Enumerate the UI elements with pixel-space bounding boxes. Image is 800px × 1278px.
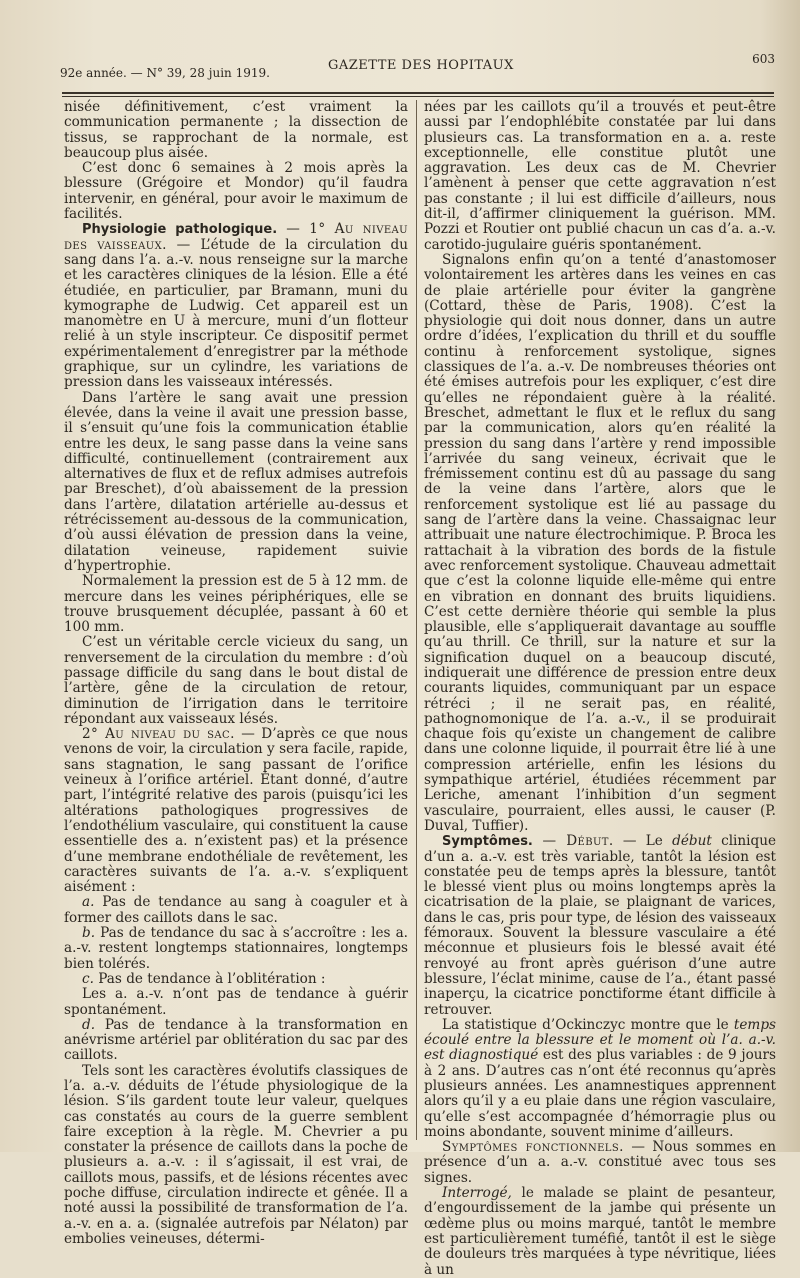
- list-marker-a: a.: [82, 894, 95, 911]
- left-column: [64, 99, 409, 1247]
- list-item-a: [64, 895, 408, 926]
- interrogation-paragraph: [424, 1186, 776, 1278]
- list-text-b: Pas de tendance du sac à s’accroître : les a. a.-v. restent longtemps stationnaires, longtemps bien tolérés.: [64, 925, 408, 972]
- list-text-a: Pas de tendance au sang à coaguler et à former des caillots dans le sac.: [64, 894, 408, 926]
- left-paragraph-2: C’est donc 6 semaines à 2 mois après la blessure (Grégoire et Mondor) qu’il faudra intervenir, en général, pour avoir le maximum de facilités.: [64, 160, 408, 223]
- list-item-c-detail: Les a. a.-v. n’ont pas de tendance à guérir spontanément.: [64, 986, 408, 1018]
- functional-paragraph: [424, 1140, 776, 1186]
- left-paragraph-5: Normalement la pression est de 5 à 12 mm. de mercure dans les veines périphériques, elle se trouve brusquement décuplée, passant à 60 et 100 mm.: [64, 573, 408, 636]
- statistics-lead: La statistique d’Ockinczyc montre que le: [442, 1016, 734, 1033]
- interrogation-text: le malade se plaint de pesanteur, d’engourdissement de la jambe qui présente un œdème plus ou moins marqué, tantôt le membre est particulièrement tuméfié, tantôt il est le siège de douleurs très marquées à type névritique, liées à un: [424, 1185, 776, 1278]
- interrogation-emphasis: Interrogé,: [442, 1185, 512, 1202]
- sac-text: — D’après ce que nous venons de voir, la circulation y sera facile, rapide, sans stagnation, le sang passant de l’orifice veineux à l’orifice artériel. Étant donné, d’autre part, l’intégrité relative des parois (puisqu’ici les altérations pathologiques progressives de l’endothélium vasculaire, qui constituent la cause essentielle des a. n’existent pas) et la présence d’une membrane endothéliale de revêtement, les caractères suivants de l’a. a.-v. s’expliquent aisément :: [64, 726, 409, 896]
- right-paragraph-1: nées par les caillots qu’il a trouvés et peut-être aussi par l’endophlébite constatée par lui dans plusieurs cas. La transformation en a. a. reste exceptionnelle, elle constitue plutôt une aggravation. Les deux cas de M. Chevrier l’amènent à penser que cette aggravation n’est pas constante ; il lui est difficile d’ailleurs, nous dit-il, d’affirmer cliniquement la guérison. MM. Pozzi et Routier ont publié chacun un cas d’a. a.-v. carotido-jugulaire guéris spontanément.: [424, 99, 776, 253]
- left-paragraph-4: Dans l’artère le sang avait une pression élevée, dans la veine il avait une pression basse, il s’ensuit qu’une fois la communication établie entre les deux, le sang passe dans la veine sans difficulté, continuellement (contrairement aux alternatives de flux et de reflux admises autrefois par Breschet), d’où abaissement de la pression dans l’artère, dilatation artérielle au-dessus et rétrécissement au-dessous de la communication, d’où aussi élévation de pression dans la veine, dilatation veineuse, rapidement suivie d’hypertrophie.: [64, 389, 408, 574]
- page-header: [60, 52, 775, 92]
- header-rule-thin: [62, 96, 774, 97]
- list-marker-d: d.: [82, 1016, 96, 1033]
- subheading-functional: Symptômes fonctionnels.: [442, 1139, 624, 1156]
- left-paragraph-1: nisée définitivement, c’est vraiment la communication permanente ; la dissection de tissus, se rapprochant de la normale, est beaucoup plus aisée.: [64, 99, 408, 161]
- list-text-d: Pas de tendance à la transformation en anévrisme artériel par oblitération du sac par des caillots.: [64, 1016, 408, 1064]
- list-item-d: [64, 1018, 408, 1064]
- list-item-b: [64, 926, 408, 972]
- section-heading-physiology: Physiologie pathologique.: [82, 222, 278, 238]
- symptoms-lead: — Le: [613, 833, 673, 850]
- statistics-emphasis: temps écoulé entre la blessure et le moment où l’a. a.-v. est diagnostiqué: [424, 1016, 776, 1064]
- symptoms-text: clinique d’un a. a.-v. est très variable, tantôt la lésion est constatée peu de temps après la blessure, tantôt le blessé vient plus ou moins longtemps après la cicatrisation de la plaie, se plaignant de varices, dans le cas, pris pour type, de lésion des vaisseaux fémoraux. Souvent la blessure vasculaire a été méconnue et plusieurs fois le blessé avait été renvoyé au front après guérison d’une autre blessure, l’éclat minime, cause de l’a., étant passé inaperçu, la cicatrice ponctiforme étant difficile à retrouver.: [424, 833, 776, 1018]
- statistics-paragraph: [424, 1018, 776, 1140]
- right-column: [424, 99, 777, 1278]
- symptoms-paragraph: [424, 834, 776, 1018]
- journal-title: GAZETTE DES HOPITAUX: [328, 58, 514, 73]
- list-text-c: Pas de tendance à l’oblitération :: [93, 970, 326, 987]
- right-paragraph-2: Signalons enfin qu’on a tenté d’anastomoser volontairement les artères dans les veines en cas de plaie artérielle pour éviter la gangrène (Cottard, thèse de Paris, 1908). C’est la physiologie qui doit nous donner, dans un autre ordre d’idées, l’explication du thrill et du souffle continu à renforcement systolique, signes classiques de l’a. a.-v. De nombreuses théories ont été émises autrefois pour les expliquer, c’est dire qu’elles ne répondaient guère à la réalité. Breschet, admettant le flux et le reflux du sang par la communication, alors qu’en réalité la pression du sang dans l’artère y rend impossible l’arrivée du sang veineux, écrivait que le frémissement continu est dû au passage du sang de la veine dans l’artère, alors que le renforcement systolique est lié au passage du sang de l’artère dans la veine. Chassaignac leur attribuait une nature électrochimique. P. Broca les rattachait à la vibration des bords de la fistule avec renforcement systolique. Chauveau admettait que c’est la colonne liquide elle-même qui entre en vibration en donnant des bruits liquidiens. C’est cette dernière théorie qui semble la plus plausible, elle s’appliquerait davantage au souffle qu’au thrill. Ce thrill, sur la nature et sur la signification duquel on a beaucoup discuté, indiquerait une différence de pression entre deux courants liquides, communiquant par un espace rétréci ; il ne serait pas, en réalité, pathognomonique de l’a. a.-v., il se produirait chaque fois qu’existe un changement de calibre dans une colonne liquide, il pourrait être lié à une compression artérielle, enfin les lésions du sympathique artériel, étudiées récemment par Leriche, amenant l’inhibition d’un segment vasculaire, pourraient, elles aussi, le causer (P. Duval, Tuffier).: [424, 251, 776, 834]
- symptoms-emphasis: début: [672, 833, 712, 850]
- subheading-onset: — Début.: [532, 833, 614, 850]
- subheading-sac: 2° Au niveau du sac.: [82, 726, 235, 743]
- section-heading-symptoms: Symptômes.: [442, 834, 533, 850]
- physiology-text: L’étude de la circulation du sang dans l’a. a.-v. nous renseigne sur la marche et les caractères cliniques de la lésion. Elle a été étudiée, en particulier, par Bramann, muni du kymographe de Ludwig. Cet appareil est un manomètre en U à mercure, muni d’un flotteur relié à un style inscripteur. Ce dispositif permet expérimentalement d’enregistrer par la méthode graphique, sur un cylindre, les variations de pression dans les vaisseaux intéressés.: [64, 236, 408, 391]
- list-marker-c: c.: [82, 970, 94, 987]
- sac-paragraph: [64, 727, 408, 895]
- statistics-text: est des plus variables : de 9 jours à 2 ans. D’autres cas n’ont été reconnus qu’après plusieurs années. Les anamnestiques apprennent alors qu’il y a eu plaie dans une région vasculaire, qu’elle s’est accompagnée d’hémorragie plus ou moins abondante, souvent minime d’ailleurs.: [424, 1047, 777, 1140]
- subheading-vessels: — 1° Au niveau des vaisseaux. —: [64, 221, 408, 253]
- list-item-c: [64, 972, 408, 987]
- physiology-paragraph: [64, 222, 408, 390]
- list-marker-b: b.: [82, 925, 96, 942]
- column-divider: [416, 100, 417, 1140]
- page-number: 603: [752, 52, 775, 66]
- left-paragraph-13: Tels sont les caractères évolutifs classiques de l’a. a.-v. déduits de l’étude physiologique de la lésion. S’ils gardent toute leur valeur, quelques cas constatés au cours de la guerre semblent faire exception à la règle. M. Chevrier a pu constater la présence de caillots dans la poche de plusieurs a. a.-v. : il s’agissait, il est vrai, de caillots mous, passifs, et de lésions récentes avec poche diffuse, circulation indirecte et gênée. Il a noté aussi la possibilité de transformation de l’a. a.-v. en a. a. (signalée autrefois par Nélaton) par embolies veineuses, détermi-: [64, 1062, 408, 1247]
- header-rule-thick: [62, 92, 774, 94]
- left-paragraph-6: C’est un véritable cercle vicieux du sang, un renversement de la circulation du membre : d’où passage difficile du sang dans le bout distal de l’artère, gêne de la circulation de retour, diminution de l’irrigation dans le territoire répondant aux vaisseaux lésés.: [64, 634, 408, 727]
- issue-line: 92e année. — N° 39, 28 juin 1919.: [60, 66, 270, 80]
- functional-text: — Nous sommes en présence d’un a. a.-v. constitué avec tous ses signes.: [424, 1139, 776, 1186]
